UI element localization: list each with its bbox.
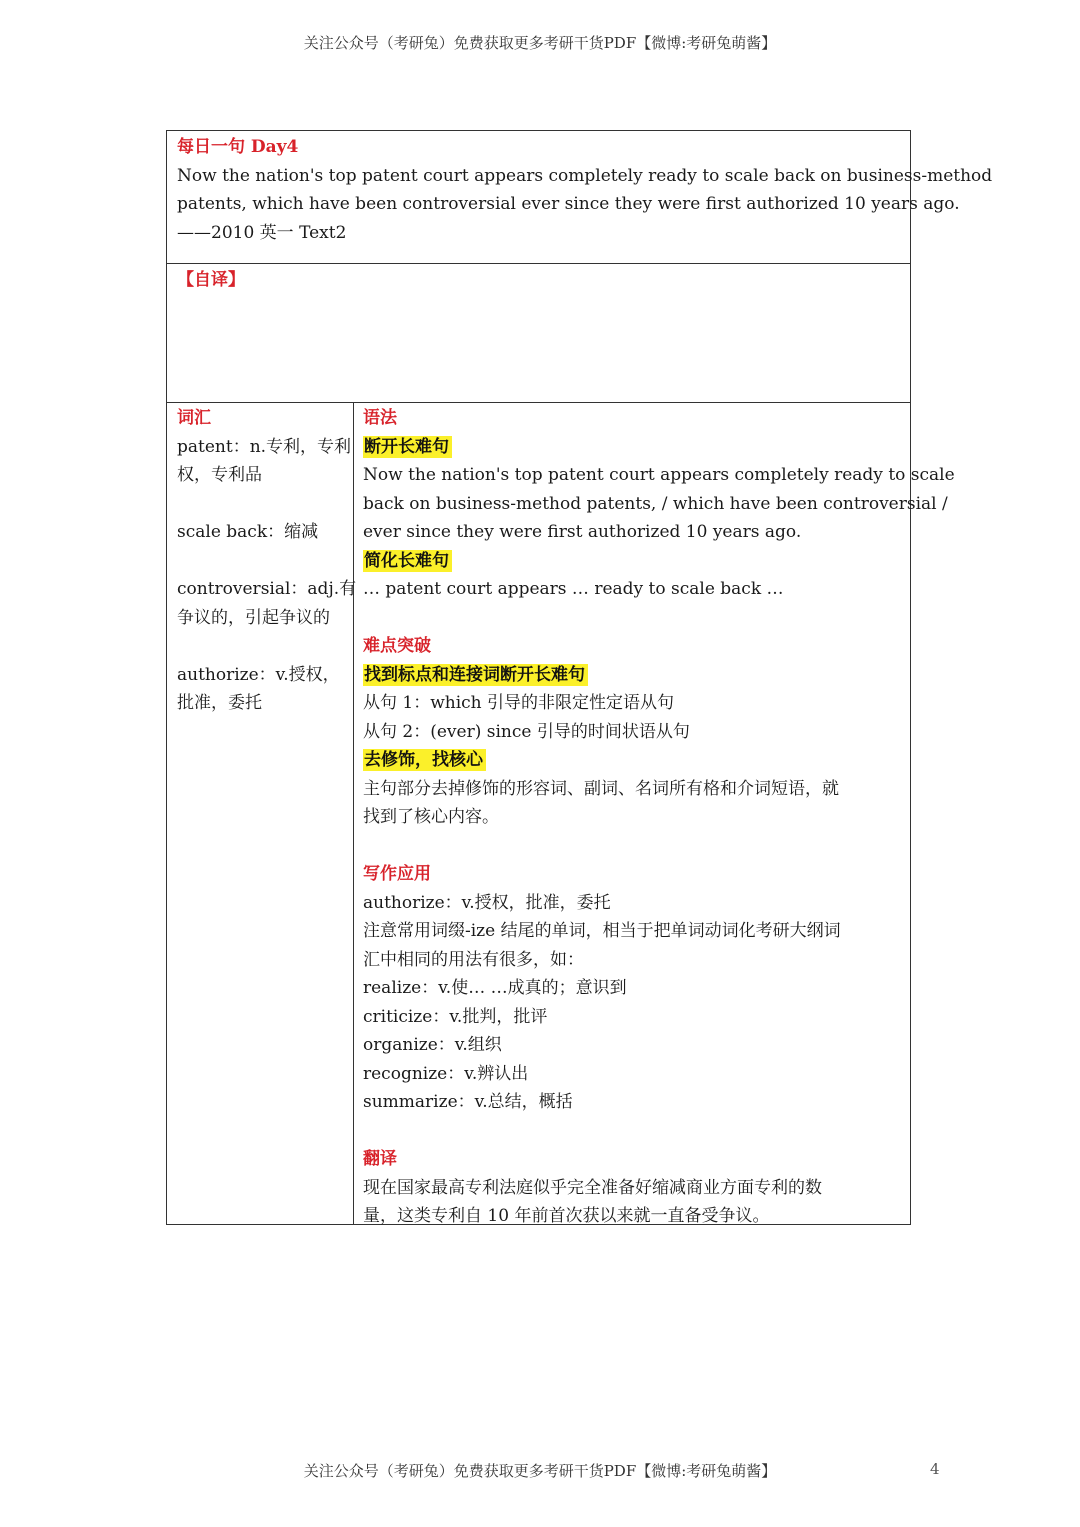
sentence-block [167, 131, 993, 264]
translation-line: 量，这类专利自 10 年前首次获以来就一直备受争议。 [363, 1206, 770, 1226]
writing-line: 汇中相同的用法有很多，如： [363, 949, 584, 970]
writing-line: realize：v.使… …成真的；意识到 [363, 978, 627, 998]
page-header: 关注公众号（考研兔）免费获取更多考研干货PDF【微博:考研兔萌酱】 [303, 34, 777, 52]
split-line: ever since they were first authorized 10 years ago. [363, 522, 802, 542]
writing-line: 注意常用词缀-ize 结尾的单词，相当于把单词动词化考研大纲词 [363, 921, 841, 941]
split-line: back on business-method patents, / which have been controversial / [363, 493, 948, 514]
difficulty-heading: 难点突破 [363, 636, 431, 656]
translation-line: 现在国家最高专利法庭似乎完全准备好缩减商业方面专利的数 [363, 1177, 822, 1198]
grammar-heading: 语法 [363, 408, 397, 428]
vocab-line: 批准，委托 [177, 693, 262, 713]
vocab-line: authorize：v.授权， [177, 664, 340, 685]
clause-1: 从句 1：which 引导的非限定性定语从句 [363, 693, 675, 713]
punctuation-label: 找到标点和连接词断开长难句 [363, 664, 588, 686]
vocab-line: patent：n.专利，专利 [177, 436, 352, 457]
simplify-sentence-label: 简化长难句 [363, 550, 452, 572]
clause-2: 从句 2：(ever) since 引导的时间状语从句 [363, 721, 690, 742]
sentence-title: 每日一句 Day4 [177, 137, 299, 157]
writing-line: authorize：v.授权，批准，委托 [363, 892, 611, 913]
split-sentence-label: 断开长难句 [363, 436, 452, 458]
vocab-column [167, 403, 357, 1224]
study-table [166, 130, 993, 1226]
vocab-line: scale back：缩减 [177, 522, 319, 542]
page-footer: 关注公众号（考研兔）免费获取更多考研干货PDF【微博:考研兔萌酱】 [303, 1462, 777, 1480]
vocab-line: 争议的，引起争议的 [177, 607, 330, 628]
writing-line: summarize：v.总结，概括 [363, 1092, 573, 1112]
core-line: 找到了核心内容。 [363, 807, 499, 827]
split-line: Now the nation's top patent court appears completely ready to scale [363, 465, 955, 485]
simplify-line: … patent court appears … ready to scale back … [363, 579, 784, 599]
writing-line: criticize：v.批判，批评 [363, 1006, 548, 1027]
core-label: 去修饰，找核心 [363, 749, 486, 771]
self-translation-block [167, 264, 910, 403]
sentence-line-2: patents, which have been controversial ever since they were first authorized 10 years ago. [177, 194, 960, 214]
translation-heading: 翻译 [363, 1149, 397, 1169]
analysis-block [167, 403, 955, 1226]
self-translation-label: 【自译】 [177, 270, 245, 290]
vocab-line: 权，专利品 [177, 465, 262, 485]
vocab-line: controversial：adj.有 [177, 579, 357, 599]
notes-column [354, 403, 963, 1224]
sentence-line-1: Now the nation's top patent court appears completely ready to scale back on business-method [177, 165, 993, 186]
writing-heading: 写作应用 [363, 864, 431, 884]
sentence-source: ——2010 英一 Text2 [177, 222, 347, 243]
page-number: 4 [930, 1460, 940, 1478]
vocab-heading: 词汇 [177, 408, 211, 428]
writing-line: organize：v.组织 [363, 1035, 502, 1055]
writing-line: recognize：v.辨认出 [363, 1063, 529, 1084]
core-line: 主句部分去掉修饰的形容词、副词、名词所有格和介词短语，就 [363, 778, 839, 799]
